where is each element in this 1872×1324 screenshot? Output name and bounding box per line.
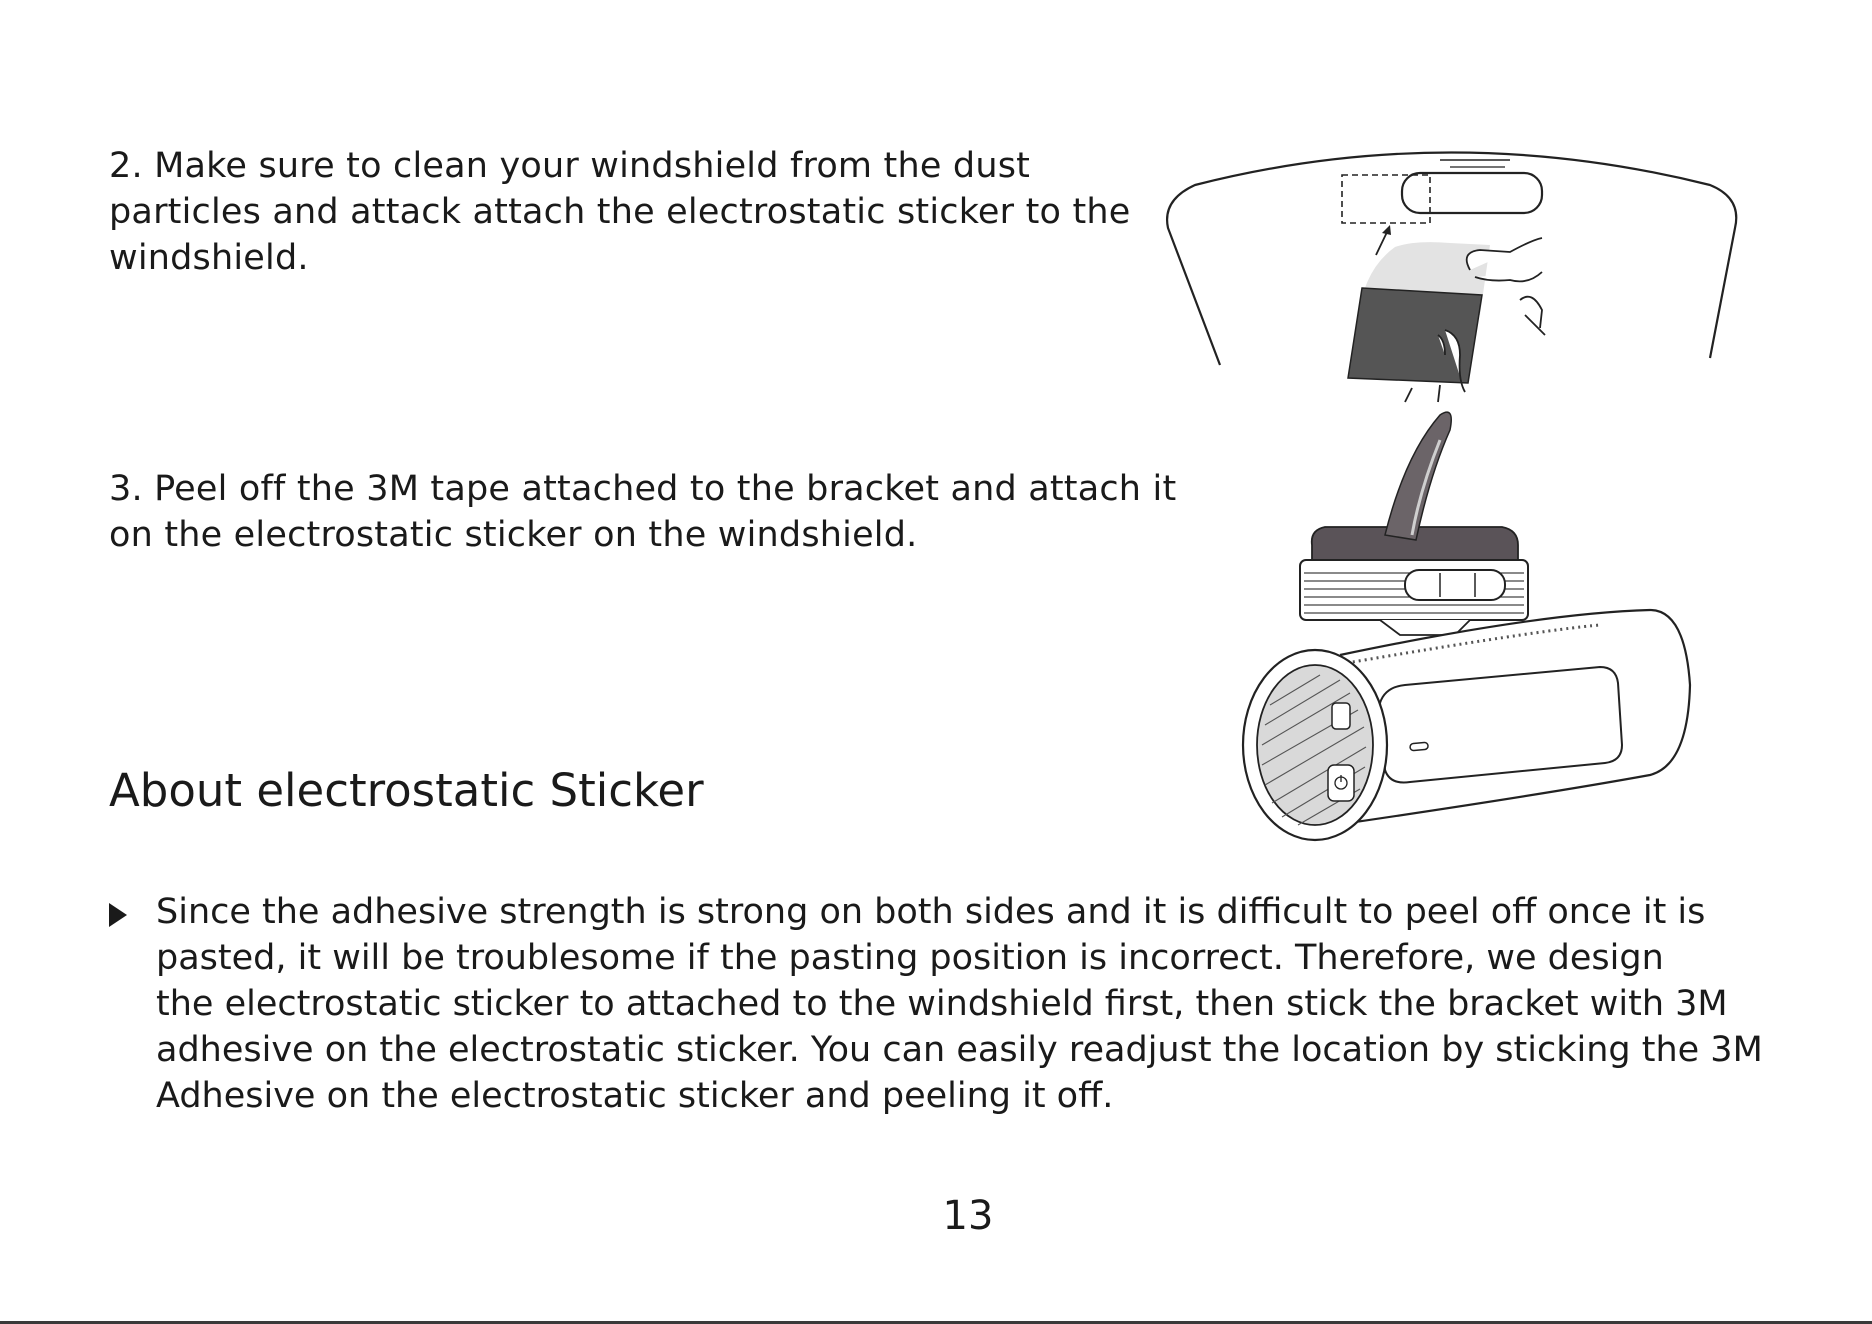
windshield-sticker-illustration [1150, 140, 1770, 400]
step-2-line: 2. Make sure to clean your windshield from the dust [109, 146, 1031, 186]
section-heading: About electrostatic Sticker [109, 764, 704, 817]
bullet-line: Since the adhesive strength is strong on both sides and it is difficult to peel off once it is [156, 892, 1706, 932]
status-led [1410, 742, 1429, 751]
bracket-hinge [1405, 570, 1505, 600]
step-3-text [109, 466, 1176, 558]
bullet-text [156, 889, 1763, 1119]
sticker-backing [1348, 288, 1482, 383]
dashcam-bracket-illustration [1240, 405, 1800, 855]
step-3-line: on the electrostatic sticker on the windshield. [109, 515, 918, 555]
bullet-line: pasted, it will be troublesome if the pasting position is incorrect. Therefore, we design [156, 938, 1664, 978]
card-slot [1332, 703, 1350, 729]
peeled-tape [1385, 412, 1451, 540]
target-dashed-box [1342, 175, 1430, 223]
power-button [1328, 765, 1354, 801]
step-2-line: windshield. [109, 238, 309, 278]
step-2-line: particles and attack attach the electrostatic sticker to the [109, 192, 1131, 232]
camera-panel [1380, 667, 1622, 783]
page-number: 13 [942, 1193, 994, 1239]
bullet-line: the electrostatic sticker to attached to the windshield first, then stick the bracket with 3M [156, 984, 1728, 1024]
step-2-text [109, 143, 1130, 281]
bullet-line: adhesive on the electrostatic sticker. You can easily readjust the location by sticking the 3M [156, 1030, 1763, 1070]
bullet-line: Adhesive on the electrostatic sticker and peeling it off. [156, 1076, 1114, 1116]
triangle-bullet-icon [109, 903, 127, 927]
mirror-shape [1402, 173, 1542, 213]
step-3-line: 3. Peel off the 3M tape attached to the bracket and attach it [109, 469, 1177, 509]
